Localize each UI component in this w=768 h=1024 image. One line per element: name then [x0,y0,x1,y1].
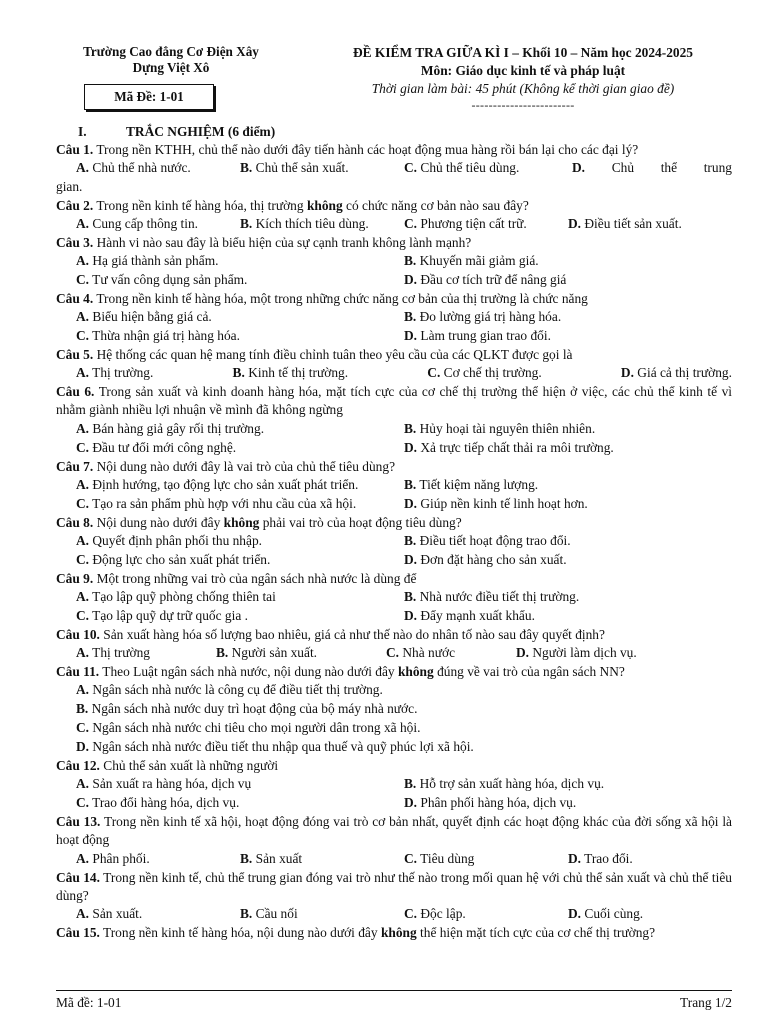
options-4 [56,308,732,346]
question-12: Câu 12. Chủ thể sản xuất là những người [56,757,279,773]
options-3 [56,252,732,290]
footer-page-number: Trang 1/2 [680,995,732,1010]
option-d: D. Làm trung gian trao đổi. [404,328,551,344]
footer-exam-code: Mã đề: 1-01 [56,995,122,1010]
exam-info [314,44,732,112]
question-14: Câu 14. Trong nền kinh tế, chủ thể trung gian đóng vai trò như thế nào trong mối quan hệ với chủ thể sản xuất và chủ thể tiêu dùng? [56,869,732,903]
option-d: D. Người làm dịch vụ. [516,645,637,661]
section-title: TRẮC NGHIỆM (6 điểm) [126,124,276,139]
option-c: C. Tạo lập quỹ dự trữ quốc gia . [76,607,248,623]
options-12 [56,775,732,813]
option-d: D. Giá cả thị trường. [620,365,732,381]
option-d: D. Xả trực tiếp chất thải ra môi trường. [404,439,614,455]
options-5 [56,364,732,383]
keyword-khong: không [397,664,434,680]
option-c: C. Độc lập. [404,906,466,922]
question-15: Câu 15. Trong nền kinh tế hàng hóa, nội dung nào dưới đây không thể hiện mặt tích cực của cơ chế thị trường? [56,925,656,941]
question-number: Câu 1. [56,142,94,157]
option-b: B. Tiết kiệm năng lượng. [404,476,539,492]
option-c: C. Tư vấn công dụng sản phẩm. [76,271,248,287]
option-a: A. Biểu hiện bằng giá cả. [76,309,212,325]
options-11 [56,681,732,757]
exam-time: Thời gian làm bài: 45 phút (Không kể thời gian giao đề) [371,81,675,96]
school-name [56,44,286,76]
question-1 [56,141,732,159]
option-c: C. Động lực cho sản xuất phát triển. [76,551,271,567]
option-c: C. Thừa nhận giá trị hàng hóa. [76,328,240,344]
option-a: A. Chủ thể nhà nước. [76,160,191,176]
school-name-line1: Trường Cao đẳng Cơ Điện Xây [83,44,259,59]
option-d: D. Điều tiết sản xuất. [568,215,682,231]
option-c: C. Trao đổi hàng hóa, dịch vụ. [76,795,240,811]
question-6: Câu 6. Trong sản xuất và kinh doanh hàng hóa, mặt tích cực của cơ chế thị trường thể hiện ở việc, các chủ thể kinh tế vì nhằm giành nhiều lợi nhuận về mình đã không ngừng [56,384,732,418]
school-name-line2: Dựng Việt Xô [132,60,210,75]
option-d: D. Giúp nền kinh tế linh hoạt hơn. [404,495,588,511]
option-a: A. Định hướng, tạo động lực cho sản xuất phát triển. [76,476,359,492]
option-c: C. Tiêu dùng [404,850,475,866]
option-d: D. Phân phối hàng hóa, dịch vụ. [404,795,577,811]
option-c: C. Chủ thể tiêu dùng. [404,160,520,176]
option-b: B. Hủy hoại tài nguyên thiên nhiên. [404,420,596,436]
option-b: B. Cầu nối [240,906,298,922]
option-c: C. Đầu tư đổi mới công nghệ. [76,439,237,455]
option-a: A. Hạ giá thành sản phẩm. [76,253,219,268]
option-a: A. Tạo lập quỹ phòng chống thiên tai [76,589,276,605]
options-6 [56,420,732,458]
option-b: B. Đo lường giá trị hàng hóa. [404,309,562,325]
option-c: C. Nhà nước [386,645,456,661]
option-a: A. Bán hàng giả gây rối thị trường. [76,420,265,436]
question-11: Câu 11. Theo Luật ngân sách nhà nước, nội dung nào dưới đây không đúng về vai trò của ngân sách NN? [56,664,625,680]
keyword-khong: không [380,925,417,941]
keyword-khong: không [223,514,260,530]
option-a: A. Sản xuất. [76,906,143,922]
question-5: Câu 5. Hệ thống các quan hệ mang tính điều chỉnh tuân theo yêu cầu của các QLKT được gọi là [56,346,573,362]
exam-code-box: Mã Đề: 1-01 [84,84,214,110]
option-a: A. Sản xuất ra hàng hóa, dịch vụ [76,776,252,792]
question-3: Câu 3. Hành vi nào sau đây là biểu hiện của sự cạnh tranh không lành mạnh? [56,234,472,250]
option-c: C. Cơ chế thị trường. [427,365,542,381]
options-1 [56,159,732,178]
options-14 [56,905,732,924]
keyword-khong: không [306,197,343,213]
option-b: B. Điều tiết hoạt động trao đổi. [404,532,571,548]
option-d: D. Đầu cơ tích trữ để nâng giá [404,271,567,287]
option-d: D. Cuối cùng. [568,906,644,922]
question-13: Câu 13. Trong nền kinh tế xã hội, hoạt động đóng vai trò cơ bản nhất, quyết định các hoạt động khác của đời sống xã hội là hoạt động [56,814,733,848]
options-7 [56,476,732,514]
option-a: A. Cung cấp thông tin. [76,215,199,231]
option-b: B. Hỗ trợ sản xuất hàng hóa, dịch vụ. [404,776,605,792]
option-b: B. Ngân sách nhà nước duy trì hoạt động của bộ máy nhà nước. [76,701,418,717]
option-d-continued: gian. [56,179,83,195]
option-a: A. Thị trường. [76,365,154,381]
option-a: A. Ngân sách nhà nước là công cụ để điều tiết thị trường. [76,682,383,698]
option-d: D. Ngân sách nhà nước điều tiết thu nhập qua thuế và quỹ phúc lợi xã hội. [76,739,474,755]
option-c: C. Phương tiện cất trữ. [404,215,527,231]
options-13 [56,850,732,869]
exam-title: ĐỀ KIỂM TRA GIỮA KÌ I – Khối 10 – Năm học 2024-2025 [352,45,693,60]
section-number: I. [78,124,87,139]
page-footer [56,990,732,1011]
exam-page [56,40,732,942]
options-2 [56,215,732,234]
options-8 [56,532,732,570]
option-d: D. Chủ thể trung [572,160,732,176]
question-10: Câu 10. Sản xuất hàng hóa số lượng bao nhiêu, giá cả như thế nào do nhân tố nào sau đây quyết định? [56,626,605,642]
options-10 [56,644,732,663]
question-7: Câu 7. Nội dung nào dưới đây là vai trò của chủ thể tiêu dùng? [56,458,396,474]
header-divider: ------------------------ [471,98,575,112]
option-a: A. Quyết định phân phối thu nhập. [76,532,262,548]
option-a: A. Phân phối. [76,850,150,866]
option-c: C. Tạo ra sản phẩm phù hợp với nhu cầu của xã hội. [76,495,357,511]
option-b: B. Nhà nước điều tiết thị trường. [404,589,580,605]
question-text: Trong nền KTHH, chủ thể nào dưới đây tiến hành các hoạt động mua hàng rồi bán lại cho các đại lý? [96,142,639,157]
question-9: Câu 9. Một trong những vai trò của ngân sách nhà nước là dùng để [56,570,417,586]
option-b: B. Kinh tế thị trường. [232,365,349,381]
option-d: D. Trao đổi. [568,850,633,866]
exam-header [56,40,732,120]
option-b: B. Người sản xuất. [216,645,318,661]
option-d: D. Đơn đặt hàng cho sản xuất. [404,551,567,567]
exam-subject: Môn: Giáo dục kinh tế và pháp luật [420,63,626,78]
option-b: B. Sản xuất [240,850,303,866]
question-2: Câu 2. Trong nền kinh tế hàng hóa, thị trường không có chức năng cơ bản nào sau đây? [56,197,529,213]
question-8: Câu 8. Nội dung nào dưới đây không phải vai trò của hoạt động tiêu dùng? [56,514,462,530]
option-b: B. Khuyến mãi giảm giá. [404,253,539,268]
options-9 [56,588,732,626]
option-c: C. Ngân sách nhà nước chi tiêu cho mọi người dân trong xã hội. [76,720,421,736]
option-b: B. Kích thích tiêu dùng. [240,215,369,231]
section-heading [78,123,732,141]
option-b: B. Chủ thể sản xuất. [240,160,349,176]
option-a: A. Thị trường [76,645,150,661]
option-d: D. Đẩy mạnh xuất khẩu. [404,607,535,623]
question-4: Câu 4. Trong nền kinh tế hàng hóa, một trong những chức năng cơ bản của thị trường là chức năng [56,290,588,306]
